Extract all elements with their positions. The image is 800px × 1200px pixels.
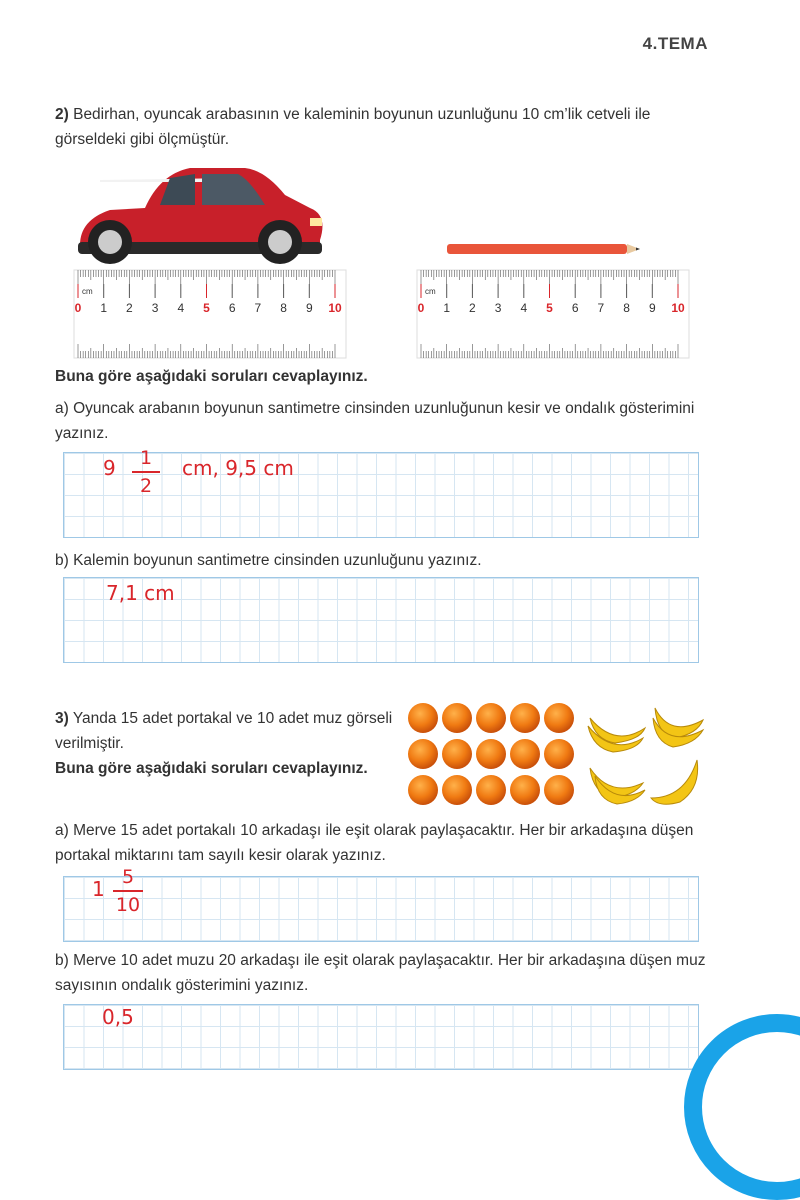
bananas-image xyxy=(585,698,710,813)
answer-3a-whole: 1 xyxy=(92,877,105,901)
oranges-image xyxy=(403,700,578,810)
fraction-bar xyxy=(113,890,143,892)
ruler-label: 8 xyxy=(280,301,287,315)
answer-3a-numerator: 5 xyxy=(121,866,135,888)
orange xyxy=(408,703,438,733)
question-2b-text: b) Kalemin boyunun santimetre cinsinden uzunluğunu yazınız. xyxy=(55,552,482,569)
ruler-label: 2 xyxy=(469,301,476,315)
ruler-label: 6 xyxy=(571,301,579,315)
ruler-label: 3 xyxy=(151,301,159,315)
car-ruler-figure xyxy=(70,160,360,360)
ruler-label: 7 xyxy=(254,301,262,315)
question-2-instruction: Buna göre aşağıdaki soruları cevaplayınız. xyxy=(55,368,368,385)
ruler-label: 6 xyxy=(228,301,236,315)
toy-car-image xyxy=(78,168,322,264)
orange xyxy=(476,703,506,733)
question-2-number: 2) xyxy=(55,106,69,123)
orange xyxy=(442,703,472,733)
ruler-label: 1 xyxy=(100,301,108,315)
ruler-label: 7 xyxy=(597,301,605,315)
orange xyxy=(442,775,472,805)
orange xyxy=(544,703,574,733)
ruler-label: 10 xyxy=(671,301,685,315)
ruler-label: 5 xyxy=(546,301,553,315)
answer-box-3a[interactable] xyxy=(63,876,699,942)
page-title: 4.TEMA xyxy=(642,34,708,53)
orange xyxy=(544,739,574,769)
orange xyxy=(408,775,438,805)
ruler-label: 4 xyxy=(177,301,185,315)
answer-2a-denominator: 2 xyxy=(139,475,153,497)
question-2-body: Bedirhan, oyuncak arabasının ve kaleminin boyunun uzunluğunu 10 cm’lik cetveli ile görseldeki gibi ölçmüştür. xyxy=(55,106,651,148)
fraction-bar xyxy=(132,471,160,473)
ruler-label: 10 xyxy=(328,301,342,315)
question-3b-text: b) Merve 10 adet muzu 20 arkadaşı ile eşit olarak paylaşacaktır. Her bir arkadaşına düşen muz sayısının ondalık gösterimini yazınız. xyxy=(55,952,706,994)
answer-2a-numerator: 1 xyxy=(139,447,153,469)
question-2a-text: a) Oyuncak arabanın boyunun santimetre cinsinden uzunluğunun kesir ve ondalık gösterimini yazınız. xyxy=(55,400,695,442)
orange xyxy=(476,775,506,805)
question-3-number: 3) xyxy=(55,710,69,727)
question-3-body: Yanda 15 adet portakal ve 10 adet muz görseli verilmiştir. xyxy=(55,710,393,752)
ruler-label: 8 xyxy=(623,301,630,315)
ruler-car xyxy=(74,270,346,358)
question-3-instruction: Buna göre aşağıdaki soruları cevaplayınız. xyxy=(55,760,368,777)
answer-2b: 7,1 cm xyxy=(106,581,175,605)
ruler-unit: cm xyxy=(425,287,436,296)
orange xyxy=(408,739,438,769)
ruler-label: 2 xyxy=(126,301,133,315)
ruler-label: 0 xyxy=(417,301,425,315)
question-2-text xyxy=(55,102,710,152)
ruler-label: 5 xyxy=(203,301,210,315)
orange xyxy=(510,775,540,805)
pencil-image xyxy=(447,244,640,254)
orange xyxy=(544,775,574,805)
ruler-label: 3 xyxy=(494,301,502,315)
question-3-text xyxy=(55,706,405,756)
question-3a-text: a) Merve 15 adet portakalı 10 arkadaşı ile eşit olarak paylaşacaktır. Her bir arkadaşına düşen portakal miktarını tam sayılı kesir olarak yazınız. xyxy=(55,822,694,864)
ruler-label: 0 xyxy=(74,301,82,315)
ruler-label: 1 xyxy=(443,301,451,315)
decorative-corner-arc xyxy=(684,1014,800,1200)
answer-2a-rest: cm, 9,5 cm xyxy=(182,456,294,480)
pencil-ruler-figure xyxy=(415,235,700,360)
answer-3a-denominator: 10 xyxy=(115,894,141,916)
orange xyxy=(510,739,540,769)
answer-3a-fraction xyxy=(113,866,143,916)
answer-3b: 0,5 xyxy=(102,1005,134,1029)
ruler-unit: cm xyxy=(82,287,93,296)
orange xyxy=(442,739,472,769)
orange xyxy=(510,703,540,733)
ruler-pencil xyxy=(417,270,689,358)
answer-box-3b[interactable] xyxy=(63,1004,699,1070)
answer-2a-whole: 9 xyxy=(103,456,116,480)
ruler-label: 9 xyxy=(305,301,313,315)
ruler-label: 9 xyxy=(648,301,656,315)
orange xyxy=(476,739,506,769)
ruler-label: 4 xyxy=(520,301,528,315)
answer-2a-fraction xyxy=(132,447,160,497)
